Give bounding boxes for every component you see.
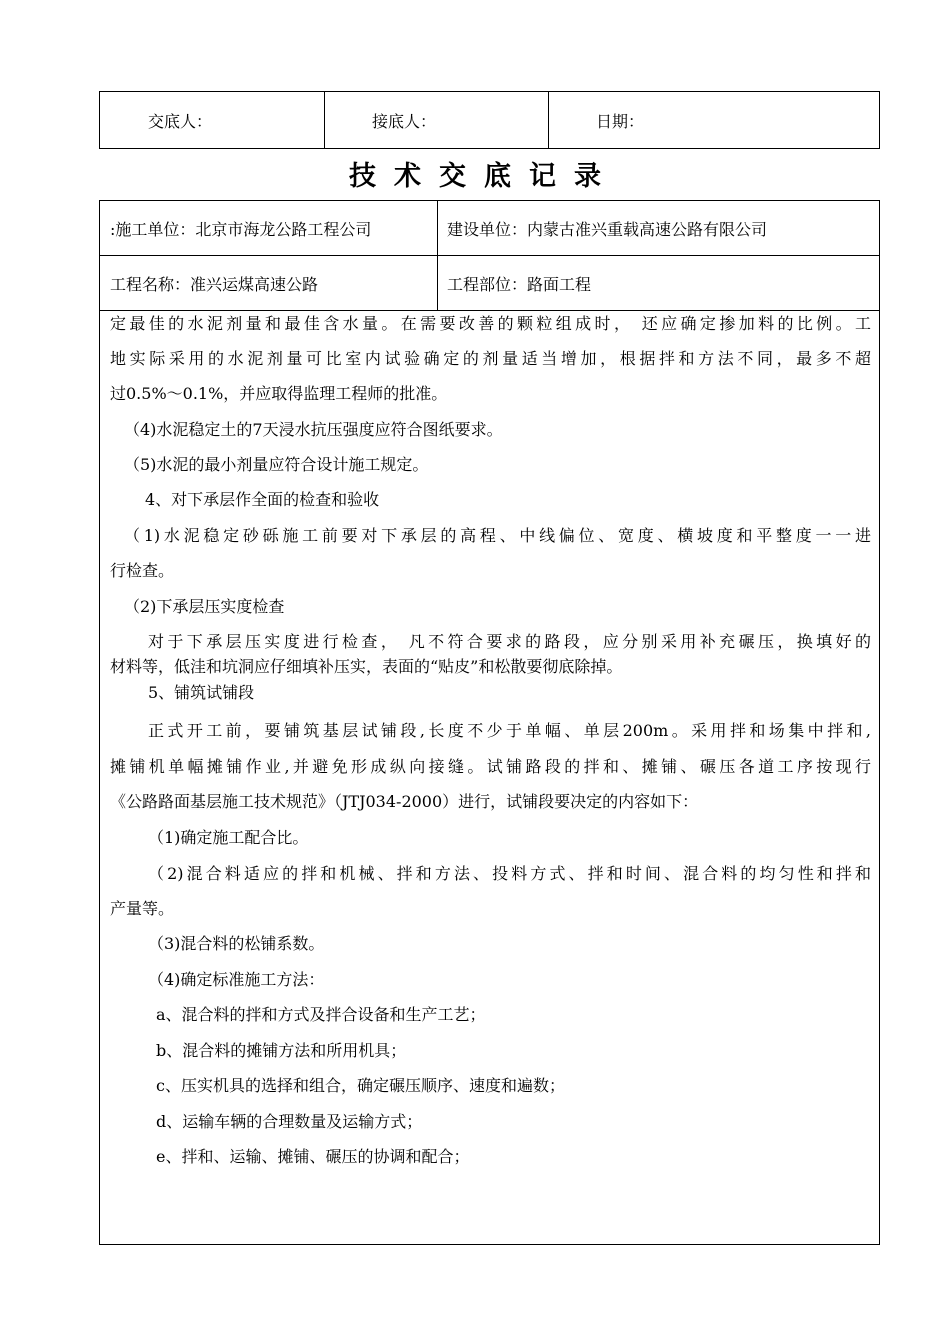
content-line: （1)水泥稳定砂砾施工前要对下承层的高程、中线偏位、宽度、横坡度和平整度一一进: [124, 526, 871, 545]
owner-unit: 建设单位：内蒙古准兴重载高速公路有限公司: [447, 219, 768, 239]
content-line: 材料等，低洼和坑洞应仔细填补压实，表面的“贴皮”和松散要彻底除掉。: [110, 657, 623, 676]
date-cell: [548, 92, 879, 148]
content-line: e、拌和、运输、摊铺、碾压的协调和配合；: [156, 1147, 470, 1166]
info-row-units: [100, 201, 879, 256]
receiver-person-label: 接底人：: [372, 111, 437, 131]
content-line: 《公路路面基层施工技术规范》（JTJ034-2000）进行，试铺段要决定的内容如下：: [110, 792, 699, 811]
content-line: （3)混合料的松铺系数。: [148, 934, 325, 953]
content-line: 摊铺机单幅摊铺作业,并避免形成纵向接缝。试铺路段的拌和、摊铺、碾压各道工序按现行: [110, 757, 871, 776]
construction-unit: :施工单位：北京市海龙公路工程公司: [100, 201, 438, 255]
record-table: [99, 200, 880, 1245]
handover-person-cell: [100, 92, 324, 148]
content-line: 过0.5%～0.1%，并应取得监理工程师的批准。: [110, 384, 448, 403]
document-title: 技术交底记录: [349, 161, 619, 192]
content-line: 对于下承层压实度进行检查， 凡不符合要求的路段，应分别采用补充碾压，换填好的: [148, 632, 871, 651]
content-line: 地实际采用的水泥剂量可比室内试验确定的剂量适当增加，根据拌和方法不同，最多不超: [110, 349, 871, 368]
content-line: a、混合料的拌和方式及拌合设备和生产工艺；: [156, 1005, 486, 1024]
handover-person-label: 交底人：: [148, 111, 213, 131]
content-line: 4、对下承层作全面的检查和验收: [145, 490, 380, 509]
info-row-project: [100, 256, 879, 311]
content-line: （5)水泥的最小剂量应符合设计施工规定。: [124, 455, 429, 474]
signature-table: [99, 91, 880, 149]
project-part: 工程部位：路面工程: [447, 274, 592, 294]
content-line: （2)下承层压实度检查: [124, 597, 285, 616]
content-line: （1)确定施工配合比。: [148, 828, 309, 847]
content-line: 正式开工前，要铺筑基层试铺段,长度不少于单幅、单层200m。采用拌和场集中拌和,: [148, 721, 871, 740]
content-line: 产量等。: [110, 899, 175, 918]
content-line: 行检查。: [110, 561, 175, 580]
content-line: b、混合料的摊铺方法和所用机具；: [156, 1041, 407, 1060]
receiver-person-cell: [324, 92, 548, 148]
project-name: 工程名称：准兴运煤高速公路: [100, 256, 438, 310]
content-line: 5、铺筑试铺段: [148, 683, 255, 702]
content-line: 定最佳的水泥剂量和最佳含水量。在需要改善的颗粒组成时， 还应确定掺加料的比例。工: [110, 314, 871, 333]
content-line: d、运输车辆的合理数量及运输方式；: [156, 1112, 423, 1131]
content-line: （4)确定标准施工方法：: [148, 970, 325, 989]
content-line: （2)混合料适应的拌和机械、拌和方法、投料方式、拌和时间、混合料的均匀性和拌和: [148, 864, 871, 883]
date-label: 日期：: [596, 111, 645, 131]
content-line: （4)水泥稳定土的7天浸水抗压强度应符合图纸要求。: [124, 420, 503, 439]
content-line: c、压实机具的选择和组合，确定碾压顺序、速度和遍数；: [156, 1076, 565, 1095]
disclosure-content: [100, 311, 879, 1244]
